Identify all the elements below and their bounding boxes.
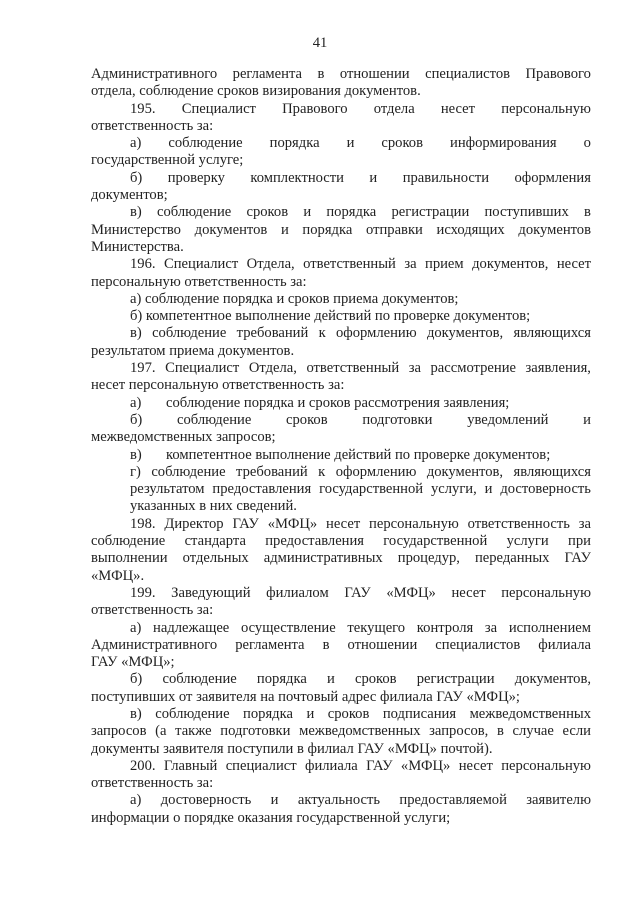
text-line: а) соблюдение порядка и сроков приема документов; [130, 290, 459, 307]
list-marker: в) [130, 446, 142, 463]
list-item-text: компетентное выполнение действий по проверке документов; [166, 446, 551, 463]
text-line: Министерства. [91, 238, 184, 255]
text-line: а) надлежащее осуществление текущего контроля за исполнением [130, 619, 591, 636]
text-line: б) проверку комплектности и правильности оформления [130, 169, 591, 186]
text-line: б) компетентное выполнение действий по проверке документов; [130, 308, 531, 325]
text-line: ответственность за: [91, 602, 214, 619]
text-line: б) соблюдение порядка и сроков регистрации документов, [130, 671, 591, 688]
text-line: указанных в них сведений. [130, 498, 297, 515]
document-body [91, 66, 591, 827]
text-line: ГАУ «МФЦ»; [91, 654, 175, 671]
text-line: ответственность за: [91, 117, 214, 134]
text-line: 200. Главный специалист филиала ГАУ «МФЦ» несет персональную [130, 757, 591, 774]
list-marker: а) [130, 394, 142, 411]
text-line: отдела, соблюдение сроков визирования документов. [91, 83, 421, 100]
text-line: несет персональную ответственность за: [91, 377, 345, 394]
text-line: Министерство документов и порядка отправки исходящих документов [91, 221, 591, 238]
text-line: 199. Заведующий филиалом ГАУ «МФЦ» несет персональную [130, 584, 591, 601]
text-line: 198. Директор ГАУ «МФЦ» несет персональную ответственность за [130, 515, 591, 532]
text-line: б) соблюдение сроков подготовки уведомлений и [130, 411, 591, 428]
text-line: выполнении отдельных административных процедур, переданных ГАУ [91, 550, 591, 567]
text-line: межведомственных запросов; [91, 429, 276, 446]
text-line [91, 447, 591, 464]
page-number: 41 [312, 35, 328, 51]
list-item-text: соблюдение порядка и сроков рассмотрения заявления; [166, 394, 510, 411]
text-line [91, 395, 591, 412]
text-line: 197. Специалист Отдела, ответственный за рассмотрение заявления, [130, 360, 591, 377]
text-line: ответственность за: [91, 775, 214, 792]
text-line: «МФЦ». [91, 567, 145, 584]
text-line: результатом приема документов. [91, 342, 295, 359]
text-line: информации о порядке оказания государственной услуги; [91, 809, 451, 826]
text-line: запросов (а также подготовки межведомственных запросов, в случае если [91, 723, 591, 740]
text-line: в) соблюдение сроков и порядка регистрации поступивших в [130, 204, 591, 221]
text-line: а) соблюдение порядка и сроков информирования о [130, 135, 591, 152]
text-line: 195. Специалист Правового отдела несет персональную [130, 100, 591, 117]
text-line: персональную ответственность за: [91, 273, 307, 290]
text-line: в) соблюдение порядка и сроков подписания межведомственных [130, 705, 591, 722]
text-line: в) соблюдение требований к оформлению документов, являющихся [130, 325, 591, 342]
text-line: Административного регламента в отношении специалистов Правового [91, 66, 591, 82]
text-line: государственной услуге; [91, 152, 244, 169]
text-line: г) соблюдение требований к оформлению документов, являющихся [130, 463, 591, 480]
text-line: соблюдение стандарта предоставления государственной услуги при [91, 533, 591, 550]
text-line: Административного регламента в отношении специалистов филиала [91, 636, 591, 653]
text-line: результатом предоставления государственной услуги, и достоверность [130, 481, 591, 498]
text-line: документов; [91, 187, 168, 204]
text-line: 196. Специалист Отдела, ответственный за прием документов, несет [130, 256, 591, 273]
text-line: поступивших от заявителя на почтовый адрес филиала ГАУ «МФЦ»; [91, 688, 520, 705]
text-line: документы заявителя поступили в филиал ГАУ «МФЦ» почтой). [91, 740, 493, 757]
text-line: а) достоверность и актуальность предоставляемой заявителю [130, 792, 591, 809]
